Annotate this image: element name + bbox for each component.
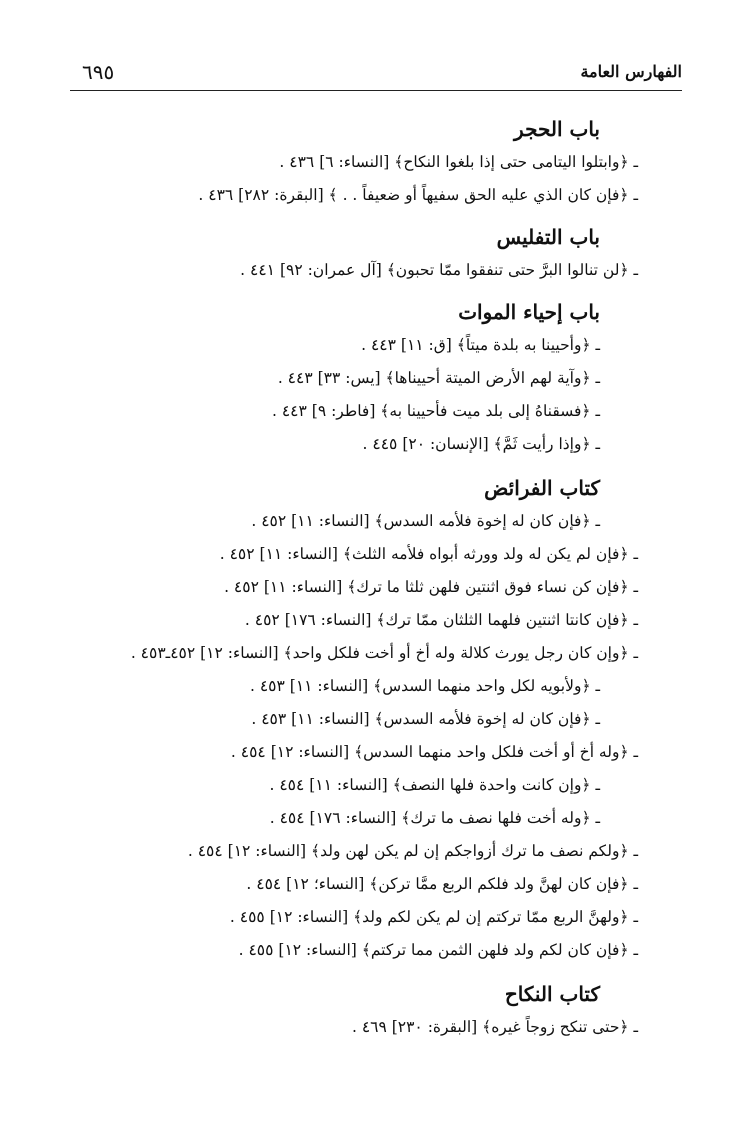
section-title: كتاب النكاح	[504, 982, 600, 1006]
section-title: باب الحجر	[514, 117, 600, 141]
index-entry: ـ ﴿وآية لهم الأرض الميتة أحييناها﴾ [يس: ٣٣] ٤٤٣ .	[277, 369, 600, 387]
section-faraid	[38, 471, 638, 967]
index-entry: ـ ﴿ولأبويه لكل واحد منهما السدس﴾ [النساء: ١١] ٤٥٣ .	[249, 677, 600, 695]
index-entry: ـ ﴿وله أخ أو أخت فلكل واحد منهما السدس﴾ [النساء: ١٢] ٤٥٤ .	[230, 743, 638, 761]
index-entry: ـ ﴿فإن كانتا اثنتين فلهما الثلثان ممّا ترك﴾ [النساء: ١٧٦] ٤٥٢ .	[244, 611, 638, 629]
section-ihya-almawat	[38, 295, 638, 461]
page-header	[70, 58, 682, 91]
index-entry: ـ ﴿وابتلوا اليتامى حتى إذا بلغوا النكاح﴾ [النساء: ٦] ٤٣٦ .	[279, 153, 638, 171]
index-entry: ـ ﴿ولهنَّ الربع ممّا تركتم إن لم يكن لكم ولد﴾ [النساء: ١٢] ٤٥٥ .	[229, 908, 638, 926]
index-entry: ـ ﴿وأحيينا به بلدة ميتاً﴾ [ق: ١١] ٤٤٣ .	[361, 336, 600, 354]
index-entry: ـ ﴿فإن كان الذي عليه الحق سفيهاً أو ضعيفاً . . ﴾ [البقرة: ٢٨٢] ٤٣٦ .	[198, 186, 638, 204]
index-entry: ـ ﴿حتى تنكح زوجاً غيره﴾ [البقرة: ٢٣٠] ٤٦٩ .	[351, 1018, 638, 1036]
section-nikah	[38, 977, 638, 1044]
index-entry: ـ ﴿وإن كان رجل يورث كلالة وله أخ أو أخت فلكل واحد﴾ [النساء: ١٢] ٤٥٢ـ٤٥٣ .	[130, 644, 638, 662]
index-entry: ـ ﴿وله أخت فلها نصف ما ترك﴾ [النساء: ١٧٦] ٤٥٤ .	[269, 809, 600, 827]
index-entry: ـ ﴿فإن كان له إخوة فلأمه السدس﴾ [النساء: ١١] ٤٥٣ .	[251, 710, 600, 728]
index-entry: ـ ﴿فإن لم يكن له ولد وورثه أبواه فلأمه الثلث﴾ [النساء: ١١] ٤٥٢ .	[219, 545, 638, 563]
index-entry: ـ ﴿فإن كن نساء فوق اثنتين فلهن ثلثا ما ترك﴾ [النساء: ١١] ٤٥٢ .	[224, 578, 638, 596]
section-title: باب التفليس	[496, 225, 600, 249]
index-entry: ـ ﴿وإن كانت واحدة فلها النصف﴾ [النساء: ١١] ٤٥٤ .	[269, 776, 600, 794]
index-entry: ـ ﴿فإن كان له إخوة فلأمه السدس﴾ [النساء: ١١] ٤٥٢ .	[251, 512, 600, 530]
index-entry: ـ ﴿ولكم نصف ما ترك أزواجكم إن لم يكن لهن ولد﴾ [النساء: ١٢] ٤٥٤ .	[187, 842, 638, 860]
section-hajr	[38, 112, 638, 212]
index-content	[38, 112, 638, 1044]
index-entry: ـ ﴿فسقناهُ إلى بلد ميت فأحيينا به﴾ [فاطر: ٩] ٤٤٣ .	[272, 402, 600, 420]
index-entry: ـ ﴿وإذا رأيت ثَمَّ﴾ [الإنسان: ٢٠] ٤٤٥ .	[362, 435, 600, 453]
section-taflis	[38, 220, 638, 287]
index-entry: ـ ﴿فإن كان لهنَّ ولد فلكم الربع ممَّا تركن﴾ [النساء؛ ١٢] ٤٥٤ .	[246, 875, 638, 893]
section-title: باب إحياء الموات	[458, 300, 600, 324]
index-entry: ـ ﴿لن تنالوا البرَّ حتى تنفقوا ممّا تحبون﴾ [آل عمران: ٩٢] ٤٤١ .	[240, 261, 638, 279]
index-entry: ـ ﴿فإن كان لكم ولد فلهن الثمن مما تركتم﴾ [النساء: ١٢] ٤٥٥ .	[238, 941, 638, 959]
section-title: كتاب الفرائض	[484, 476, 600, 500]
running-title: الفهارس العامة	[580, 62, 682, 81]
page-number: ٦٩٥	[82, 60, 115, 84]
